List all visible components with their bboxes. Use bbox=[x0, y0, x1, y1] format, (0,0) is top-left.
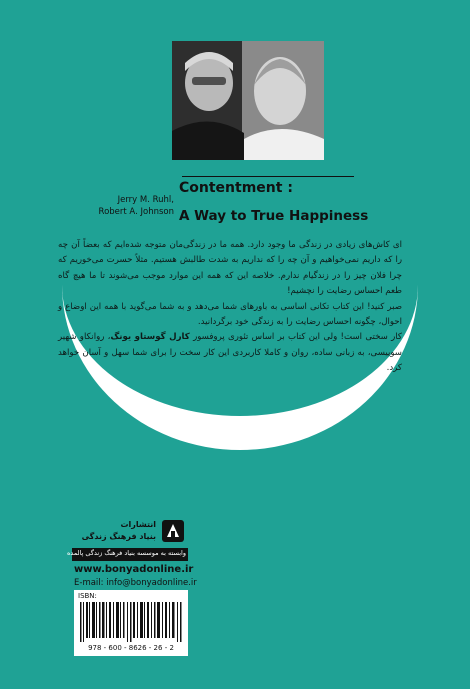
blurb-paragraph: ای کاش‌های زیادی در زندگی ما وجود دارد. همه ما در زندگی‌مان متوجه شده‌ایم که بعضاً آن چه را که داریم نمی‌خواهیم و آن چه را که نداریم به شدت طالبش هستیم. مثلاً حسرت می‌خوریم که چرا فلان چیز را در زندگیام ندارم. خلاصه این که همه این موارد موجب می‌شوند تا ما هیچ گاه طعم احساس رضایت را نچشیم! bbox=[58, 240, 402, 297]
author-name: Jerry M. Ruhl, bbox=[117, 195, 174, 205]
email-address[interactable]: E-mail: info@bonyadonline.ir bbox=[74, 578, 197, 588]
blurb-paragraph: صبر کنید! این کتاب تکانی اساسی به باورهای شما می‌دهد و به شما می‌گوید با همه این اوضاع و احوال، چگونه احساس رضایت را به زندگی خود برگردانید. bbox=[58, 301, 402, 328]
english-title-line1: Contentment : bbox=[179, 180, 293, 196]
affiliation-text: وابسته به موسسه بنیاد فرهنگ زندگی پالمده bbox=[67, 549, 186, 557]
bold-author-name: کارل گوستاو یونگ bbox=[110, 332, 190, 343]
publisher-logo bbox=[72, 516, 184, 552]
isbn-label: ISBN: bbox=[78, 592, 97, 600]
publisher-name-line2: بنیاد فرهنگ زندگی bbox=[81, 532, 156, 541]
author-name: Robert A. Johnson bbox=[98, 207, 174, 217]
isbn-number: 978 - 600 - 8626 - 26 - 2 bbox=[88, 644, 174, 652]
publisher-name-line1: انتشارات bbox=[120, 520, 156, 529]
english-title-line2: A Way to True Happiness bbox=[179, 208, 369, 224]
barcode-bars bbox=[80, 602, 182, 642]
blurb-paragraph: کار سختی است! ولی این کتاب بر اساس تئوری پروفسور کارل گوستاو یونگ، روانکاو شهیر سوییسی، به زبانی ساده، روان و کاملا کاربردی این کار سخت را برای شما سهل و آسان خواهد کرد. bbox=[58, 332, 402, 374]
isbn-barcode bbox=[74, 590, 188, 656]
blurb-text bbox=[58, 238, 402, 377]
publisher-emblem-icon bbox=[162, 520, 184, 542]
website-url[interactable]: www.bonyadonline.ir bbox=[74, 564, 194, 575]
